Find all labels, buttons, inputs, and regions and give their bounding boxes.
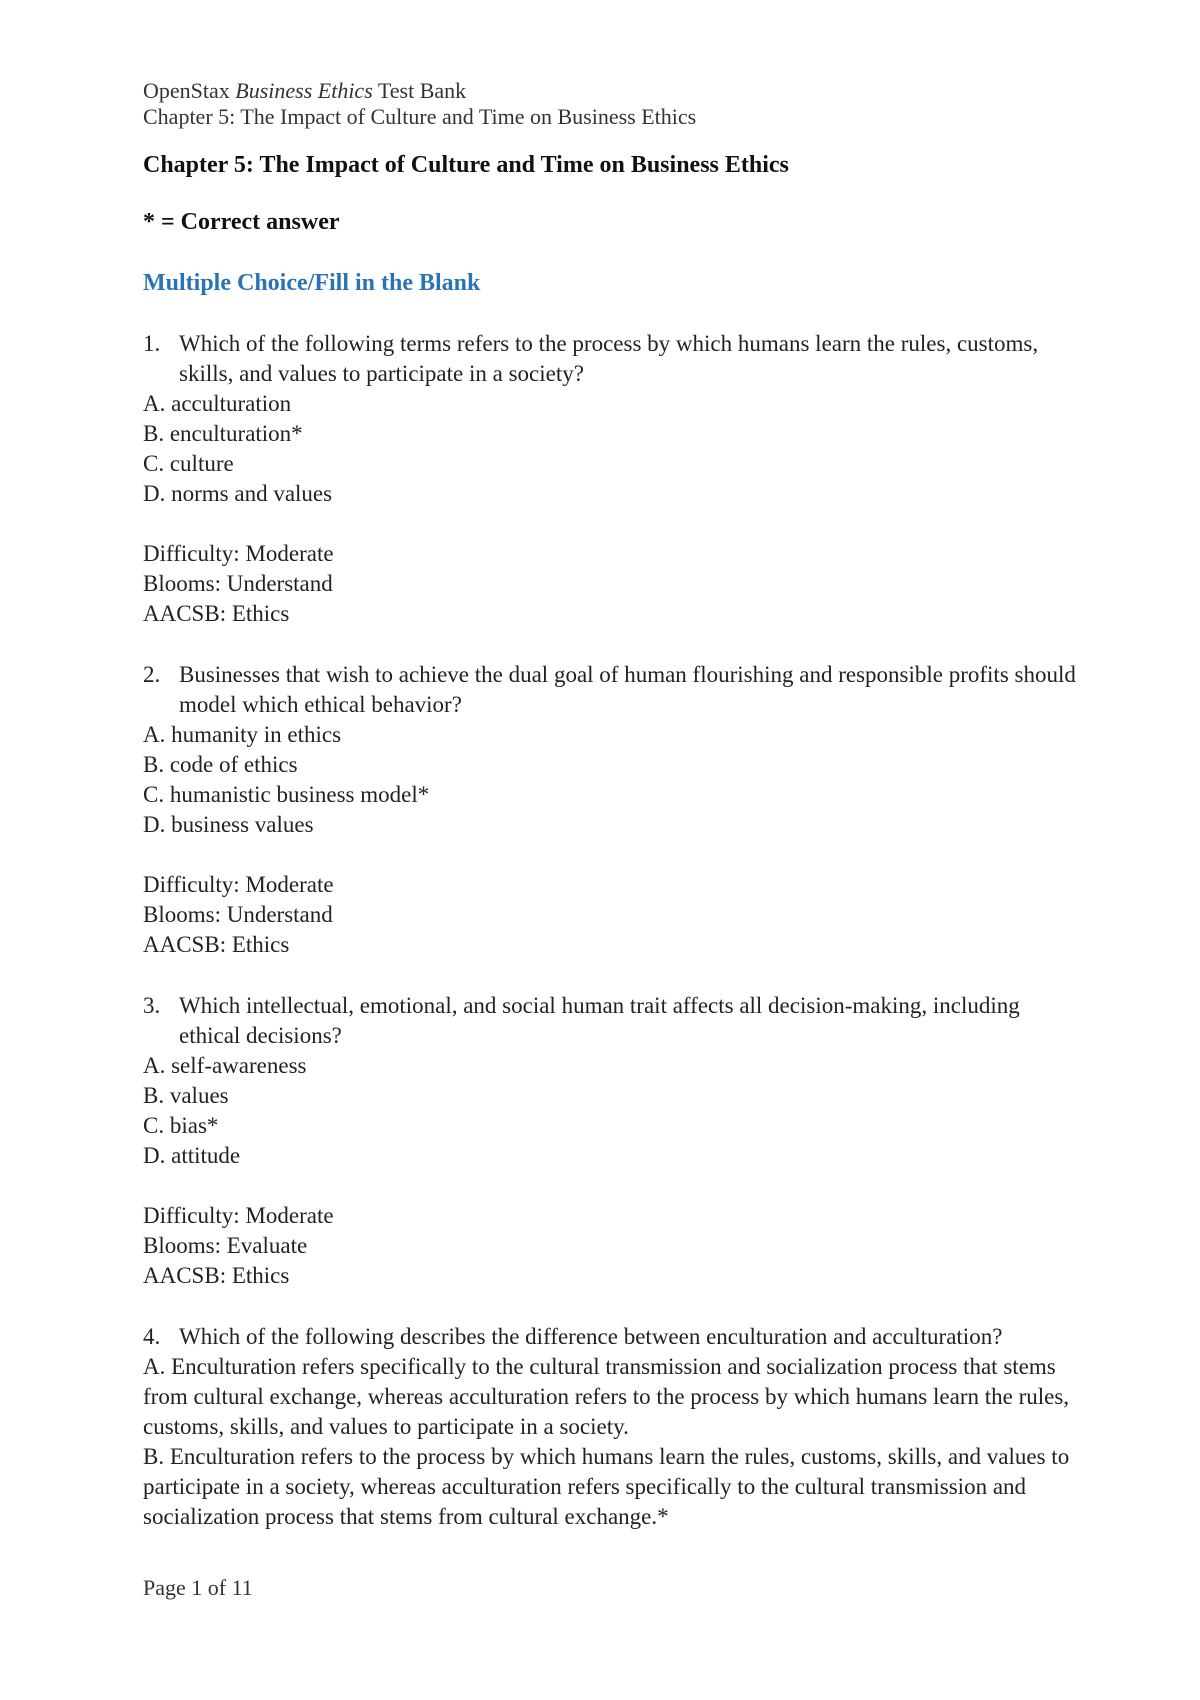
question-stem: [143, 1322, 1083, 1352]
page-footer: Page 1 of 11: [143, 1575, 253, 1600]
question-text: Businesses that wish to achieve the dual goal of human flourishing and responsible profits should model which ethical behavior?: [179, 662, 1076, 717]
question-metadata: [143, 539, 1083, 629]
aacsb-label: AACSB: Ethics: [143, 1263, 290, 1288]
answer-option: B. enculturation*: [143, 421, 303, 446]
blooms-label: Blooms: Understand: [143, 571, 333, 596]
section-heading: Multiple Choice/Fill in the Blank: [143, 270, 481, 296]
question-text: Which of the following terms refers to the process by which humans learn the rules, customs, skills, and values to participate in a society?: [179, 331, 1039, 386]
header-book-title: Business Ethics: [235, 78, 373, 103]
answer-option: B. Enculturation refers to the process by which humans learn the rules, customs, skills, and values to participate in a society, whereas acculturation refers specifically to the cultural transmission and socialization process that stems from cultural exchange.*: [143, 1444, 1070, 1529]
question-1: [143, 329, 1083, 629]
question-3: [143, 991, 1083, 1291]
answer-option: B. code of ethics: [143, 752, 298, 777]
question-stem: [143, 329, 1083, 389]
blooms-label: Blooms: Evaluate: [143, 1233, 308, 1258]
question-number: 4.: [143, 1324, 161, 1349]
question-stem: [143, 660, 1083, 720]
header-prefix: OpenStax: [143, 78, 236, 103]
document-page: [143, 78, 1083, 1532]
answer-option: A. Enculturation refers specifically to the cultural transmission and socialization process that stems from cultural exchange, whereas acculturation refers to the process by which humans learn the rules, customs, skills, and values to participate in a society.: [143, 1354, 1070, 1439]
question-text: Which of the following describes the difference between enculturation and acculturation?: [179, 1324, 1003, 1349]
answer-option: C. humanistic business model*: [143, 782, 430, 807]
difficulty-label: Difficulty: Moderate: [143, 541, 334, 566]
question-4: [143, 1322, 1083, 1532]
question-metadata: [143, 870, 1083, 960]
difficulty-label: Difficulty: Moderate: [143, 872, 334, 897]
answer-option: A. acculturation: [143, 391, 292, 416]
answer-option: D. business values: [143, 812, 314, 837]
answer-option: D. attitude: [143, 1143, 241, 1168]
question-number: 1.: [143, 331, 161, 356]
aacsb-label: AACSB: Ethics: [143, 601, 290, 626]
difficulty-label: Difficulty: Moderate: [143, 1203, 334, 1228]
question-stem: [143, 991, 1083, 1051]
header-suffix: Test Bank: [372, 78, 467, 103]
question-number: 3.: [143, 993, 161, 1018]
answer-option: C. bias*: [143, 1113, 219, 1138]
question-metadata: [143, 1201, 1083, 1291]
answer-option: A. humanity in ethics: [143, 722, 342, 747]
answer-option: D. norms and values: [143, 481, 333, 506]
running-header-line-1: [143, 78, 1083, 104]
aacsb-label: AACSB: Ethics: [143, 932, 290, 957]
page-title: Chapter 5: The Impact of Culture and Time on Business Ethics: [143, 152, 789, 178]
question-2: [143, 660, 1083, 960]
answer-option: C. culture: [143, 451, 234, 476]
blooms-label: Blooms: Understand: [143, 902, 333, 927]
answer-legend: * = Correct answer: [143, 209, 340, 235]
answer-option: B. values: [143, 1083, 229, 1108]
answer-option: A. self-awareness: [143, 1053, 307, 1078]
question-text: Which intellectual, emotional, and social human trait affects all decision-making, including ethical decisions?: [179, 993, 1020, 1048]
running-header-line-2: Chapter 5: The Impact of Culture and Time on Business Ethics: [143, 104, 697, 129]
question-number: 2.: [143, 662, 161, 687]
